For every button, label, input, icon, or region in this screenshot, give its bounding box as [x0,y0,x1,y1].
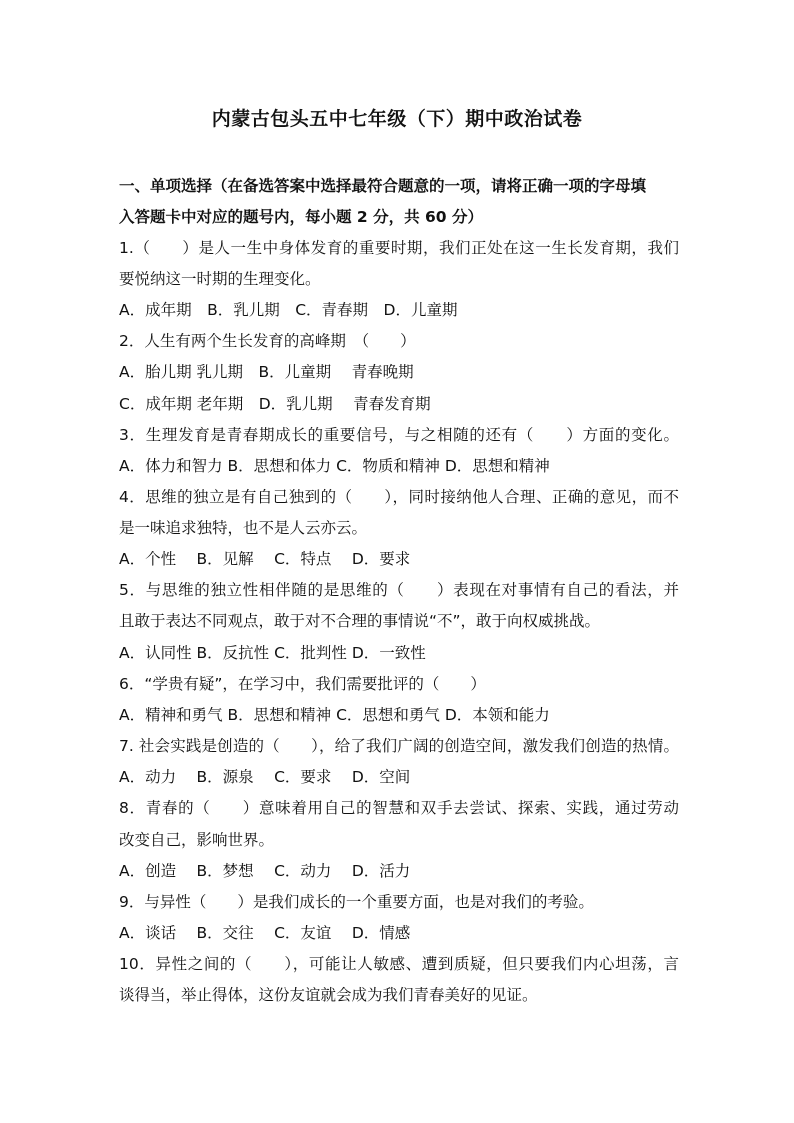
q10-stem-line-1: 10．异性之间的（ ），可能让人敏感、遭到质疑，但只要我们内心坦荡，言 [119,955,679,973]
q10-stem-line-2: 谈得当，举止得体，这份友谊就会成为我们青春美好的见证。 [119,986,538,1004]
q5-stem-line-1: 5．与思维的独立性相伴随的是思维的（ ）表现在对事情有自己的看法，并 [119,581,679,599]
q8-stem-line-2: 改变自己，影响世界。 [119,831,275,849]
q3-stem: 3．生理发育是青春期成长的重要信号，与之相随的还有（ ）方面的变化。 [119,426,679,444]
q7-stem: 7. 社会实践是创造的（ ），给了我们广阔的创造空间，激发我们创造的热情。 [119,737,679,755]
q1-stem-line-1: 1.（ ）是人一生中身体发育的重要时期，我们正处在这一生长发育期，我们 [119,239,679,257]
q6-stem: 6．“学贵有疑”，在学习中，我们需要批评的（ ） [119,675,486,693]
q5-stem-line-2: 且敢于表达不同观点，敢于对不合理的事情说“不”，敢于向权威挑战。 [119,612,601,630]
q2-options-line-2: C．成年期 老年期 D．乳儿期 青春发育期 [119,395,431,413]
q9-options: A．谈话 B．交往 C．友谊 D．情感 [119,924,411,942]
q1-options: A．成年期 B．乳儿期 C．青春期 D．儿童期 [119,301,458,319]
q8-options: A．创造 B．梦想 C．动力 D．活力 [119,862,411,880]
q4-stem-line-2: 是一味追求独特，也不是人云亦云。 [119,519,368,537]
section-heading-line-2: 入答题卡中对应的题号内，每小题 2 分，共 60 分） [119,208,483,226]
q2-options-line-1: A．胎儿期 乳儿期 B．儿童期 青春晚期 [119,363,414,381]
q8-stem-line-1: 8．青春的（ ）意味着用自己的智慧和双手去尝试、探索、实践，通过劳动 [119,799,679,817]
q5-options: A．认同性 B．反抗性 C．批判性 D．一致性 [119,644,426,662]
q9-stem: 9．与异性（ ）是我们成长的一个重要方面，也是对我们的考验。 [119,893,594,911]
q7-options: A．动力 B．源泉 C．要求 D．空间 [119,768,411,786]
q3-options: A．体力和智力 B．思想和体力 C．物质和精神 D．思想和精神 [119,457,550,475]
q4-stem-line-1: 4．思维的独立是有自己独到的（ ），同时接纳他人合理、正确的意见，而不 [119,488,679,506]
page-title: 内蒙古包头五中七年级（下）期中政治试卷 [211,108,583,130]
section-heading-line-1: 一、单项选择（在备选答案中选择最符合题意的一项，请将正确一项的字母填 [119,177,647,195]
q2-stem: 2．人生有两个生长发育的高峰期 （ ） [119,332,416,350]
q1-stem-line-2: 要悦纳这一时期的生理变化。 [119,270,321,288]
q6-options: A．精神和勇气 B．思想和精神 C．思想和勇气 D．本领和能力 [119,706,550,724]
q4-options: A．个性 B．见解 C．特点 D．要求 [119,550,411,568]
